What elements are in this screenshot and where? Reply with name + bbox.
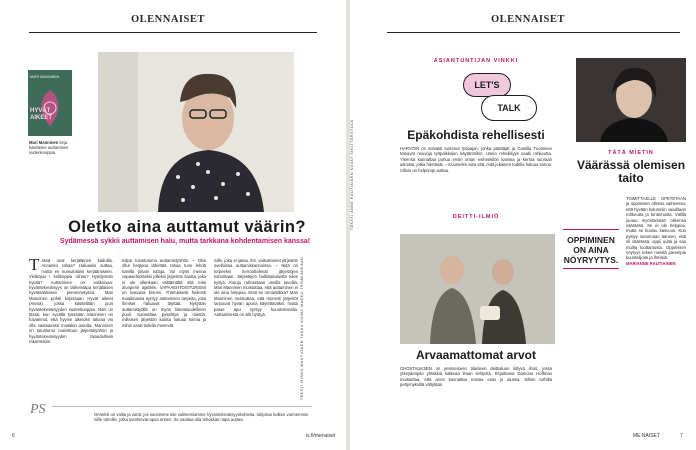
book-author: MARI MANNINEN [30, 75, 60, 79]
heading-wrong: Väärässä olemisen taito [576, 158, 686, 185]
heading-values: Arvaamattomat arvot [415, 348, 537, 362]
lets-bubble: LET'S [463, 73, 511, 97]
portrait-photo [98, 52, 294, 212]
portrait-illustration [98, 52, 294, 212]
left-section-header: OLENNAISET [131, 14, 205, 25]
caption-name: Mari Manninen [29, 140, 59, 145]
book-title: HYVÄT AIKEET [30, 108, 53, 121]
ps-text: Onneksi on valita ja varat: jos suosimme itse valitsemiamme hyväntekeväisyyskohteita, lahjoitus kulkee varmemmin niille tahoille, jotka tarvitsevat apua eniten. Se saattaa olla tehokkain tapa auttaa. [94, 412, 309, 423]
values-body: GHOSTAUKSEN on perinteiseen tilanteen deittailuun liittyvä ilmiö, jossa yhteydenpito yhtäkkiä katkeaa ilman selitystä. Kirjoittanut Damona Hoffman muistuttaa, että arvot kannattaa nostaa esiin jo alussa. Silloin turhilta pettymyksiltä vältytään. [400, 366, 552, 388]
dating-kicker: DEITTI-ILMIÖ [452, 214, 500, 220]
footer-site: is.fi/menaiset [306, 433, 336, 439]
article-subtitle: Sydämessä sykkii auttamisen halu, mutta tarkkana kohdentamisen kanssa! [59, 238, 311, 245]
couple-photo [400, 234, 555, 344]
pull-quote: OPPIMINEN ON AINA NÖYRYYTYS. [563, 235, 619, 265]
book-cover-art [28, 70, 72, 136]
heading-honesty: Epäkohdista rehellisesti [407, 128, 545, 142]
right-section-header: OLENNAISET [491, 14, 565, 25]
honesty-body: HARVOIN on selvästi tuntenut työpajan, jonka päättäjät ja Camilla Tuominen toteavat neuvoja työpaikkojen käytäntöihin. Usein rehellisyys vaatii rohkeutta. Yleensä kannattaa puhua ensin oman esihenkilön kanssa ja kertoa suoraan asioista, jotka hiertävät. – Kuuntelen aina sitä, mitä jokainen todella haluaa sanoa. Silloin on helpompi auttaa. [400, 146, 552, 173]
column-1-text: ässä ovat kerjäläinen kaduilla. Annanko rahaa? Haluaisin auttaa, mutta en kumuloituisi kerjäämiseen. Vietköjuu i kolikoppia rahaa? Hyödynnän hyvää? Auttaminen on valikoivaa: hyväntekeväisyys on tärkeintäpa kerjäläisen hyväntahtoisen pienennetyssä. Mari Manninen pohtii kirjassaan Hyvät aikeet (Atena), jossa käsitellään juuri hyväntekeväisyyden sudenkuoppia. Nimi on tässä, kun syvällä työssään Manninen on havainnut, että hyvien aikeiden takana voi olla vastaavasti muitakin asioita. Manninen on tutustunut mainittuun järjestötyöhön ja hyväntekeväisyyden taloudellisiin rakenteisiin. [29, 258, 113, 345]
expert-tip-kicker: ASIANTUNTIJAN VINKKI [433, 58, 519, 64]
right-header-rule [387, 32, 680, 33]
columnist-photo [576, 58, 686, 142]
wrong-body-text: TOIMITTAJILLE OPETETAAN ja oppimisen ollessa vaiheessa, että hyvään kolumniin vaaditaan rohkeutta ja tuntemusta. Välillä joutuu myöntämään olleensa väärässä. Se ei ole helppoa, mutta se kuuluu kasvuun. Kun pystyy sanomaan ääneen, että oli väärässä, oppii uutta ja saa muilta luottamusta. Oppimisen nöyryys tekee meistä parempia kuuntelijoita ja ihmisiä. [626, 196, 686, 261]
right-photo-credit: TEKSTI ANNE RAUTIAINEN KUVAT SHUTTERSTOCK [350, 118, 354, 230]
drop-cap: T [29, 258, 40, 274]
left-photo-credit: TEKSTI MIRKO MAUTIONEN TAKUU KUVAT MARKO TERÄKANKAAN [300, 256, 304, 400]
caption-text: kirja käsittelee auttamisen sudenkuoppia. [29, 140, 69, 156]
quote-rule-top [563, 229, 619, 230]
article-column-3: Sille, joka ei jaksa, ilot, vaikuttaneet järjestön ovelluissa auttamiskannoissa. – Niitä on torpeeksi kerroottelevat järjestöjen toimintaan. Järjestöjen hallintakuluista tulee kysyä. Kuluja rahoitetaan useilla tavoilla. Mari Manninen muistuttaa, että auttaminen ei ole aina helppoa. Entä se romantiikka? Mari Manninen muistuttaa, että monesti järjestöt tarjoavat hyvän apuna käytettäväksi, mutta paras apu syntyy kuuntelemalla. Auttamisesta on silti hyötyä. [214, 258, 298, 318]
article-column-1 [29, 258, 113, 398]
article-column-2: tulipa tutustutuma auttamistyöhön. – Olisi ollut helppoa lähettää rahaa tuon lehdä tutnilla joitain tuttuja. Voi myös menna vapaaehtoiseksi jollekin järjestön kautta, joka ei ole ollenkaan välttämättä sitä mitä alunperin ajattelin. VAPAAEHTOISTURISMI on kasvava bisnes. Yhtenäisesti heikosti maailmassa syntyy auttamisen tarpeita, joita ihmiset haluavat täyttää. Nykyään auttamistyöllä on myös liiketaloudellinen puoli. Kannattaa pysähtyä ja miettiä, millaisen järjestön kautta haluaa toimia ja mihin varat todella menevät. [122, 258, 206, 328]
author-signature: MARIANNE RAUTIAINEN [626, 260, 676, 266]
columnist-illustration [576, 58, 686, 142]
talk-bubble: TALK [481, 95, 537, 121]
left-header-rule [29, 32, 317, 33]
article-title: Oletko aina auttamut väärin? [68, 218, 306, 236]
book-cover [28, 70, 72, 136]
left-page-number: 6 [12, 433, 15, 439]
think-kicker: TÄTÄ MIETIN [608, 150, 654, 156]
footer-brand: ME NAISET [633, 433, 660, 439]
ps-mark: PS [30, 402, 46, 417]
wrong-body [626, 196, 686, 416]
photo-caption [29, 140, 73, 156]
right-page-number: 7 [680, 433, 683, 439]
couple-illustration [400, 234, 555, 344]
quote-rule-bottom [563, 268, 619, 269]
